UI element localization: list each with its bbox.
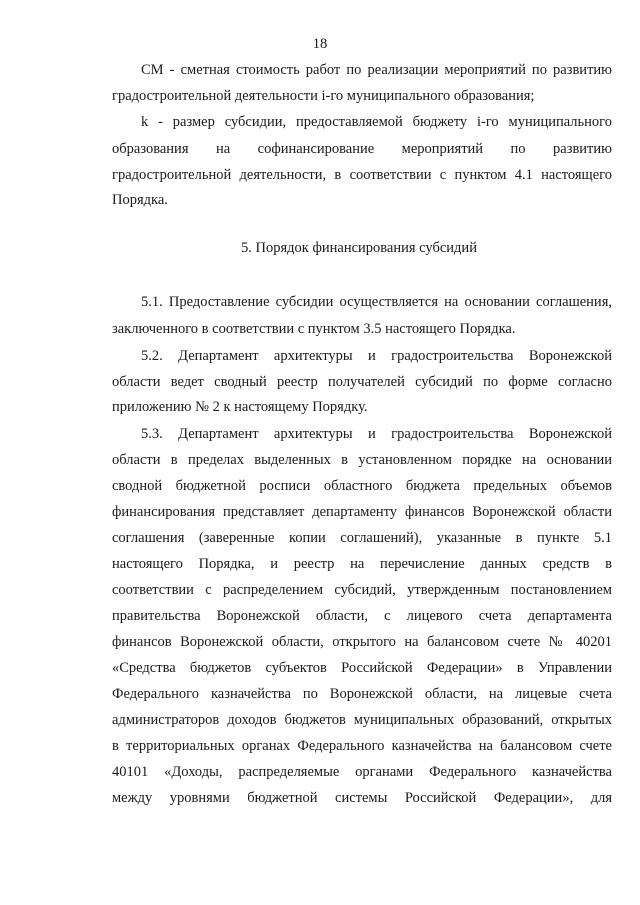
clause-5-3-line-2: области в пределах выделенных в установленном порядке на основании [112,452,612,468]
definition-cm-line-1: СМ - сметная стоимость работ по реализации мероприятий по развитию [141,62,612,78]
definition-k-line-2: образования на софинансирование мероприятий по развитию [112,141,612,157]
clause-5-3-line-3: сводной бюджетной росписи областного бюджета предельных объемов [112,478,612,494]
clause-5-3-line-12: администраторов доходов бюджетов муниципальных образований, открытых [112,712,612,728]
clause-5-3-line-5: соглашения (заверенные копии соглашений), указанные в пункте 5.1 [112,530,612,546]
page-number: 18 [312,36,328,52]
clause-5-3-line-7: соответствии с распределением субсидий, утвержденным постановлением [112,582,612,598]
section-heading: 5. Порядок финансирования субсидий [241,240,477,256]
clause-5-3-line-11: Федерального казначейства по Воронежской области, на лицевые счета [112,686,612,702]
definition-k-line-1: k - размер субсидии, предоставляемой бюджету i-го муниципального [141,114,612,130]
clause-5-3-line-14: 40101 «Доходы, распределяемые органами Федерального казначейства [112,764,612,780]
clause-5-2-line-3: приложению № 2 к настоящему Порядку. [112,399,368,415]
clause-5-3-line-15: между уровнями бюджетной системы Российской Федерации», для [112,790,612,806]
definition-k-line-3: градостроительной деятельности, в соответствии с пунктом 4.1 настоящего [112,167,612,183]
clause-5-3-line-8: правительства Воронежской области, с лицевого счета департамента [112,608,612,624]
clause-5-1-line-1: 5.1. Предоставление субсидии осуществляется на основании соглашения, [141,294,612,310]
clause-5-3-line-1: 5.3. Департамент архитектуры и градостроительства Воронежской [141,426,612,442]
clause-5-3-line-4: финансирования представляет департаменту финансов Воронежской области [112,504,612,520]
clause-5-3-line-13: в территориальных органах Федерального казначейства на балансовом счете [112,738,612,754]
clause-5-2-line-2: области ведет сводный реестр получателей субсидий по форме согласно [112,374,612,390]
clause-5-3-line-10: «Средства бюджетов субъектов Российской Федерации» в Управлении [112,660,612,676]
definition-k-line-4: Порядка. [112,192,168,208]
definition-cm-line-2: градостроительной деятельности i-го муниципального образования; [112,88,535,104]
clause-5-3-line-6: настоящего Порядка, и реестр на перечисление данных средств в [112,556,612,572]
clause-5-1-line-2: заключенного в соответствии с пунктом 3.5 настоящего Порядка. [112,321,516,337]
clause-5-3-line-9: финансов Воронежской области, открытого на балансовом счете № 40201 [112,634,612,650]
clause-5-2-line-1: 5.2. Департамент архитектуры и градостроительства Воронежской [141,348,612,364]
